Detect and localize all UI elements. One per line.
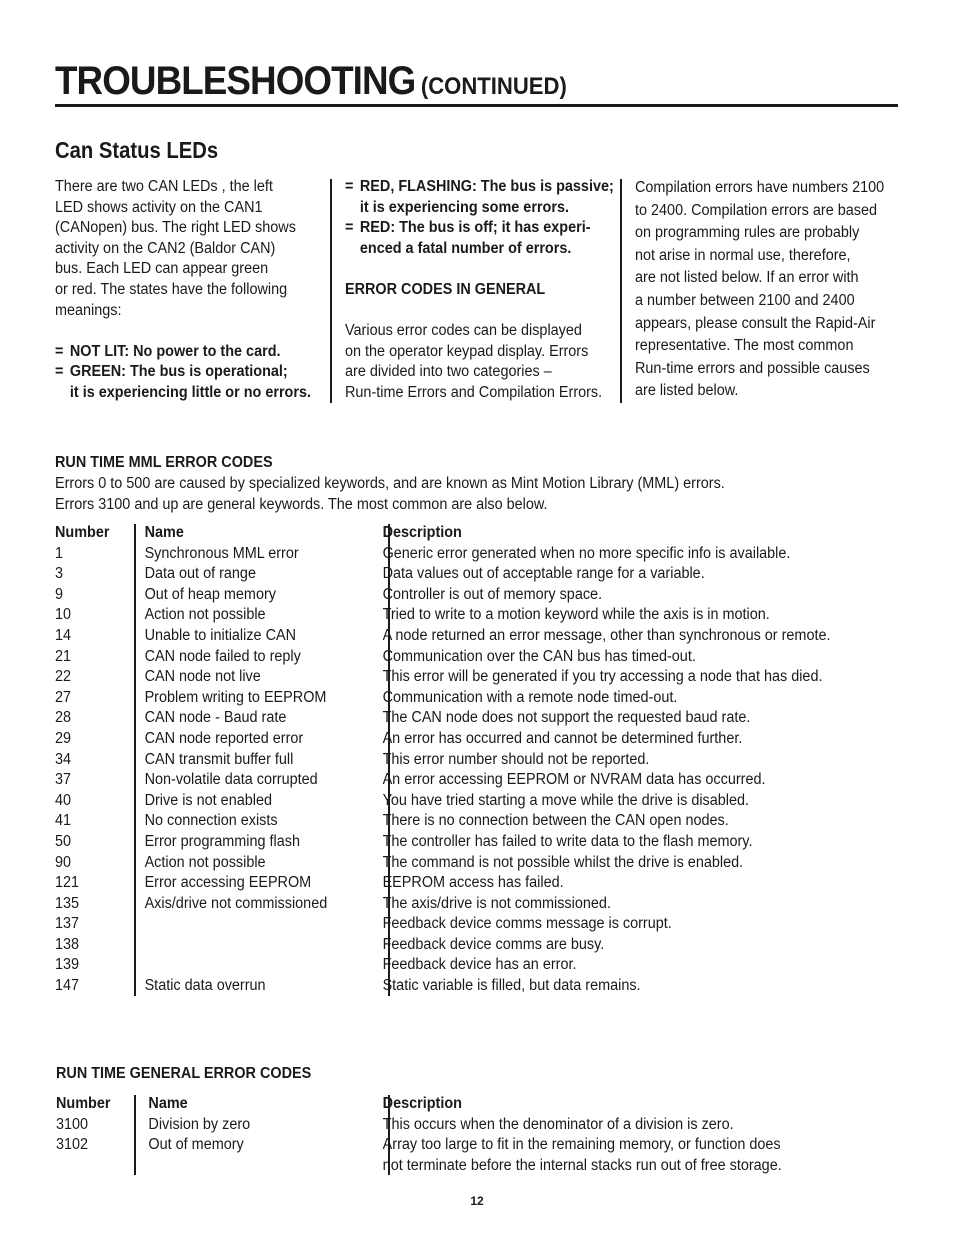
error-number: 135: [55, 894, 80, 912]
text-line: Errors 0 to 500 are caused by specialized keywords, and are known as Mint Motion Library (MML) errors.: [55, 475, 725, 492]
table-row: [55, 935, 891, 956]
error-name: No connection exists: [144, 812, 278, 830]
header-name: Name: [148, 1095, 188, 1112]
error-name: CAN node reported error: [144, 729, 304, 747]
general-error-table: [56, 1094, 891, 1176]
error-number: 27: [55, 688, 72, 706]
text-line: Compilation errors have numbers 2100: [635, 179, 885, 196]
error-name: Action not possible: [144, 853, 266, 871]
led-state-red-flashing: [345, 177, 615, 218]
error-description: You have tried starting a move while the drive is disabled.: [382, 791, 750, 809]
text-line: This occurs when the denominator of a division is zero.: [382, 1115, 734, 1133]
header-number: Number: [55, 524, 110, 541]
mml-error-table: [55, 523, 891, 997]
error-number: 121: [55, 874, 80, 892]
led-state-green: [55, 362, 325, 403]
error-number: 139: [55, 956, 80, 974]
error-name: Unable to initialize CAN: [144, 626, 297, 644]
table-row: [55, 832, 891, 853]
text-line: appears, please consult the Rapid-Air: [635, 314, 876, 332]
text-line: = RED, FLASHING: The bus is passive;: [359, 178, 614, 195]
text-line: Run-time errors and possible causes: [635, 359, 870, 377]
error-description: Feedback device has an error.: [382, 956, 577, 974]
text-line: Array too large to fit in the remaining memory, or function does: [382, 1136, 781, 1154]
text-line: = RED: The bus is off; it has experi-: [359, 219, 591, 237]
error-name: CAN node failed to reply: [144, 647, 301, 665]
error-name: Non-volatile data corrupted: [144, 771, 318, 789]
error-name: [145, 914, 383, 935]
text-line: Errors 3100 and up are general keywords. The most common are also below.: [55, 495, 548, 513]
header-number: Number: [56, 1095, 111, 1112]
error-name: Out of memory: [148, 1136, 244, 1154]
error-name: CAN node - Baud rate: [144, 709, 287, 727]
column-2: [345, 177, 615, 404]
text-line: to 2400. Compilation errors are based: [635, 201, 877, 219]
text-line: = GREEN: The bus is operational;: [69, 363, 288, 381]
text-line: it is experiencing little or no errors.: [69, 383, 311, 401]
error-number: 28: [55, 709, 72, 727]
table-row: [55, 853, 891, 874]
error-description: EEPROM access has failed.: [382, 874, 564, 892]
table-row: [55, 667, 891, 688]
text-line: Various error codes can be displayed: [345, 322, 582, 340]
table-header-row: [55, 523, 891, 544]
page-number: 12: [470, 1194, 484, 1208]
error-name: Out of heap memory: [144, 585, 276, 603]
table-header-row: [56, 1094, 891, 1115]
error-name: Error accessing EEPROM: [144, 874, 312, 892]
table-row: [56, 1115, 891, 1136]
error-description: Feedback device comms are busy.: [382, 935, 605, 953]
text-line: activity on the CAN2 (Baldor CAN): [55, 239, 276, 257]
table-row: [55, 688, 891, 709]
error-number: 138: [55, 935, 80, 953]
column-2-paragraph: [345, 321, 615, 403]
title-text: TROUBLESHOOTING: [55, 59, 416, 103]
led-state-not-lit: [55, 342, 325, 363]
column-3: [635, 177, 914, 403]
header-name: Name: [144, 524, 184, 541]
title-suffix: (CONTINUED): [420, 73, 567, 100]
text-line: on the operator keypad display. Errors: [345, 342, 589, 360]
table-row: [55, 811, 891, 832]
text-line: LED shows activity on the CAN1: [55, 198, 263, 216]
table-row: [56, 1135, 891, 1176]
error-description: The command is not possible whilst the drive is enabled.: [382, 853, 744, 871]
general-section-title: RUN TIME GENERAL ERROR CODES: [56, 1065, 312, 1082]
error-number: 3100: [56, 1115, 89, 1133]
text-line: representative. The most common: [635, 337, 854, 355]
table-row: [55, 894, 891, 915]
error-name: Problem writing to EEPROM: [144, 688, 327, 706]
error-name: [145, 955, 383, 976]
error-number: 137: [55, 915, 80, 933]
error-description: Data values out of acceptable range for a variable.: [382, 565, 705, 583]
error-number: 37: [55, 771, 72, 789]
section-heading: Can Status LEDs: [55, 137, 219, 163]
text-line: are not listed below. If an error with: [635, 269, 859, 287]
error-number: 147: [55, 977, 80, 995]
error-number: 3: [55, 565, 64, 583]
table-row: [55, 873, 891, 894]
table-row: [55, 708, 891, 729]
error-name: [145, 935, 383, 956]
error-name: Division by zero: [148, 1115, 251, 1133]
error-description: A node returned an error message, other than synchronous or remote.: [382, 626, 831, 644]
error-number: 50: [55, 832, 72, 850]
error-name: Static data overrun: [144, 977, 266, 995]
table-row: [55, 976, 891, 997]
error-name: Axis/drive not commissioned: [144, 894, 328, 912]
error-description: An error has occurred and cannot be determined further.: [382, 729, 743, 747]
title-rule: [55, 104, 898, 107]
table-row: [55, 750, 891, 771]
text-line: (CANopen) bus. The right LED shows: [55, 219, 296, 237]
text-line: it is experiencing some errors.: [359, 198, 569, 216]
table-row: [55, 770, 891, 791]
table-row: [55, 585, 891, 606]
error-number: 90: [55, 853, 72, 871]
error-codes-heading: ERROR CODES IN GENERAL: [345, 280, 546, 298]
table-row: [55, 729, 891, 750]
error-name: CAN transmit buffer full: [144, 750, 294, 768]
table-row: [55, 544, 891, 565]
error-description: The controller has failed to write data to the flash memory.: [382, 832, 753, 850]
error-number: 21: [55, 647, 72, 665]
header-description: Description: [382, 1095, 462, 1112]
mml-section-title: RUN TIME MML ERROR CODES: [55, 454, 273, 471]
page-title: [55, 58, 567, 110]
text-line: There are two CAN LEDs , the left: [55, 178, 273, 195]
error-description: Tried to write to a motion keyword while the axis is in motion.: [382, 606, 770, 624]
table-row: [55, 605, 891, 626]
text-line: Run-time Errors and Compilation Errors.: [345, 383, 603, 401]
column-divider: [620, 179, 622, 403]
table-row: [55, 791, 891, 812]
text-line: or red. The states have the following: [55, 280, 288, 298]
error-number: 40: [55, 791, 72, 809]
text-line: bus. Each LED can appear green: [55, 260, 269, 278]
led-state-red: [345, 218, 615, 259]
error-description: Generic error generated when no more specific info is available.: [382, 544, 791, 562]
error-description: Static variable is filled, but data remains.: [382, 977, 641, 995]
error-name: Error programming flash: [144, 832, 300, 850]
error-name: Data out of range: [144, 565, 256, 583]
column-1: [55, 177, 325, 404]
error-number: 22: [55, 668, 72, 686]
error-name: Action not possible: [144, 606, 266, 624]
error-number: 29: [55, 729, 72, 747]
text-line: not arise in normal use, therefore,: [635, 246, 851, 264]
error-number: 14: [55, 626, 72, 644]
text-line: = NOT LIT: No power to the card.: [69, 342, 281, 360]
error-name: CAN node not live: [144, 668, 261, 686]
text-line: a number between 2100 and 2400: [635, 291, 855, 309]
error-number: 41: [55, 812, 72, 830]
error-description: [383, 1115, 891, 1136]
header-description: Description: [382, 524, 462, 541]
error-description: This error will be generated if you try accessing a node that has died.: [382, 668, 823, 686]
error-description: Feedback device comms message is corrupt.: [382, 915, 672, 933]
column-divider: [330, 179, 332, 403]
error-number: 3102: [56, 1136, 89, 1154]
error-description: Controller is out of memory space.: [382, 585, 603, 603]
error-description: This error number should not be reported.: [382, 750, 650, 768]
error-number: 10: [55, 606, 72, 624]
error-name: Synchronous MML error: [144, 544, 299, 562]
error-number: 9: [55, 585, 64, 603]
table-row: [55, 564, 891, 585]
error-description: [383, 1135, 891, 1176]
error-description: Communication with a remote node timed-out.: [382, 688, 678, 706]
error-description: An error accessing EEPROM or NVRAM data has occurred.: [382, 771, 766, 789]
text-line: not terminate before the internal stacks run out of free storage.: [382, 1156, 782, 1174]
table-row: [55, 647, 891, 668]
table-row: [55, 955, 891, 976]
table-row: [55, 626, 891, 647]
column-1-paragraph: [55, 177, 325, 321]
error-description: The CAN node does not support the requested baud rate.: [382, 709, 751, 727]
text-line: on programming rules are probably: [635, 224, 860, 242]
text-line: enced a fatal number of errors.: [359, 239, 572, 257]
mml-intro: [55, 474, 725, 515]
text-line: are divided into two categories –: [345, 363, 552, 381]
error-number: 34: [55, 750, 72, 768]
text-line: are listed below.: [635, 382, 739, 400]
error-description: Communication over the CAN bus has timed-out.: [382, 647, 696, 665]
table-row: [55, 914, 891, 935]
error-name: Drive is not enabled: [144, 791, 272, 809]
error-description: The axis/drive is not commissioned.: [382, 894, 611, 912]
error-description: There is no connection between the CAN open nodes.: [382, 812, 729, 830]
text-line: meanings:: [55, 301, 122, 319]
error-number: 1: [55, 544, 64, 562]
